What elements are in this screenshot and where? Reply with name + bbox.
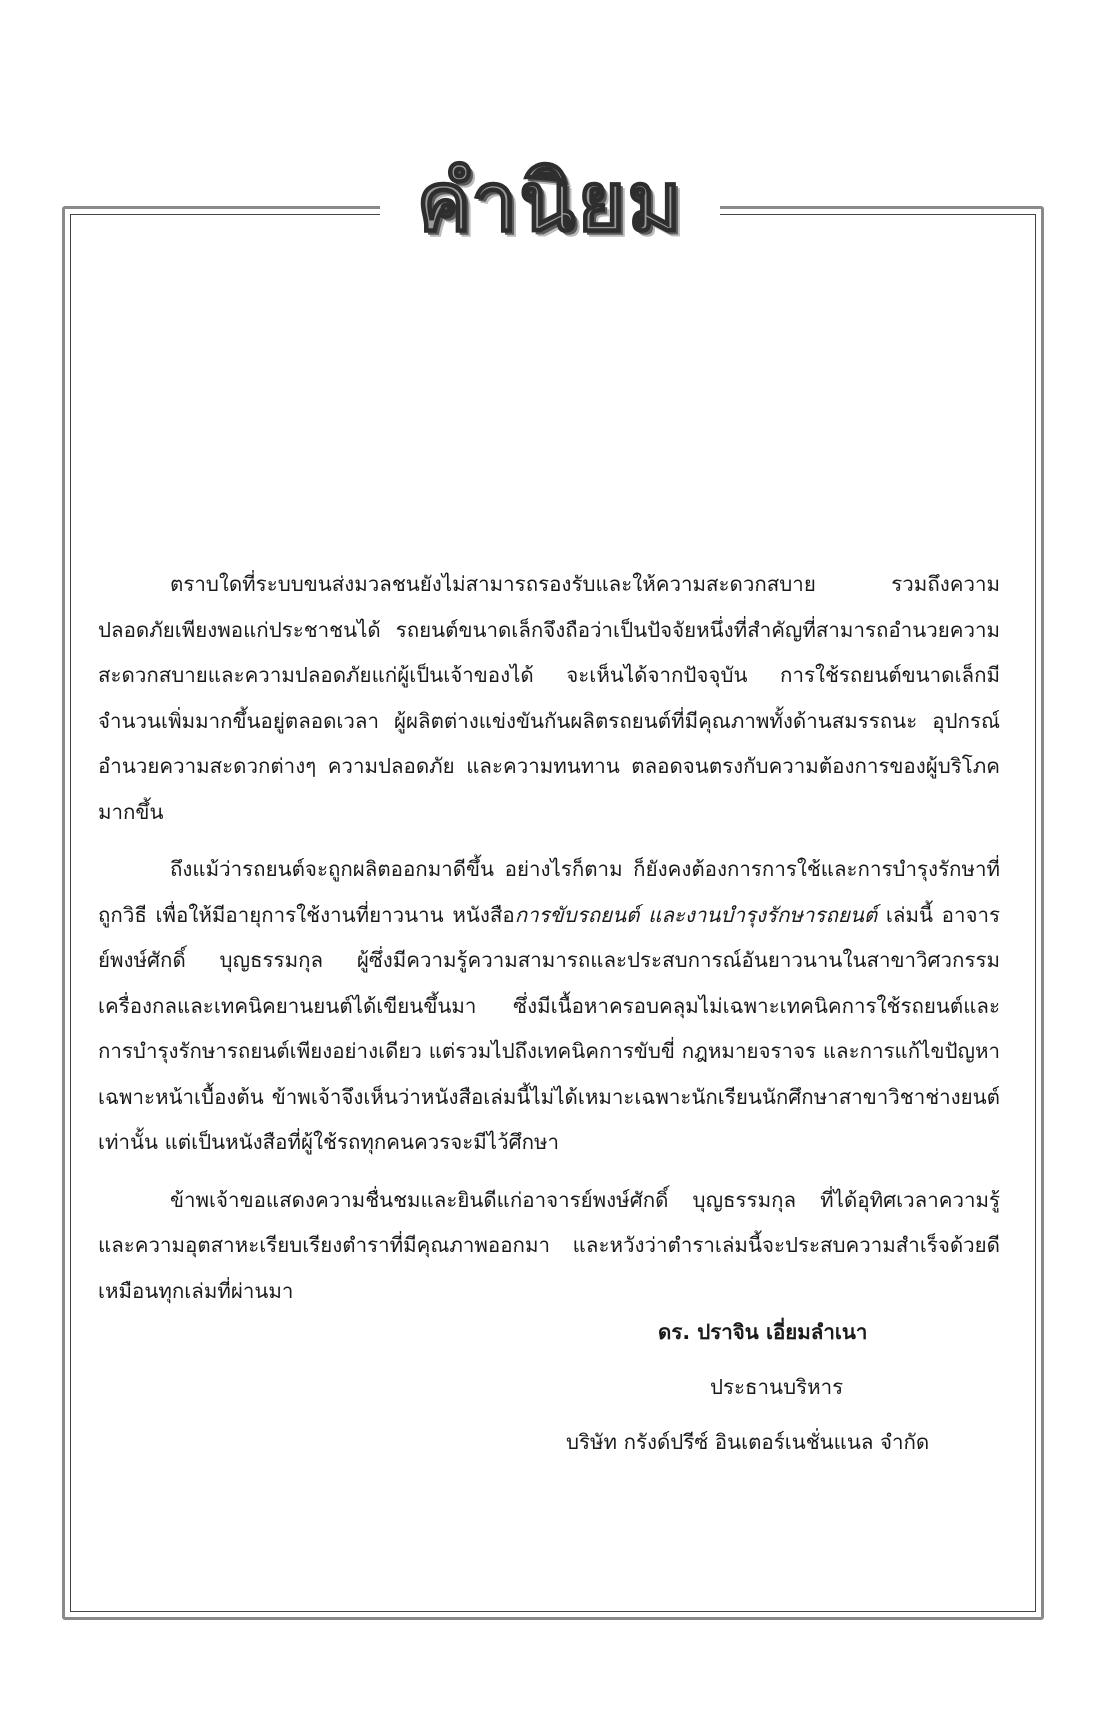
paragraph-1: ตราบใดที่ระบบขนส่งมวลชนยังไม่สามารถรองรับและให้ความสะดวกสบาย รวมถึงความปลอดภัยเพียงพอแก่ประชาชนได้ รถยนต์ขนาดเล็กจึงถือว่าเป็นปัจจัยหนึ่งที่สำคัญที่สามารถอำนวยความสะดวกสบายและความปลอดภัยแก่ผู้เป็นเจ้าของได้ จะเห็นได้จากปัจจุบัน การใช้รถยนต์ขนาดเล็กมีจำนวนเพิ่มมากขึ้นอยู่ตลอดเวลา ผู้ผลิตต่างแข่งขันกันผลิตรถยนต์ที่มีคุณภาพทั้งด้านสมรรถนะ อุปกรณ์อำนวยความสะดวกต่างๆ ความปลอดภัย และความทนทาน ตลอดจนตรงกับความต้องการของผู้บริโภคมากขึ้น — [98, 572, 1000, 824]
signer-company: บริษัท กรังด์ปรีซ์ อินเตอร์เนชั่นแนล จำกัด — [566, 1430, 930, 1454]
book-title: การขับรถยนต์ และงานบำรุงรักษารถยนต์ — [514, 902, 878, 927]
signer-position: ประธานบริหาร — [710, 1375, 844, 1399]
paragraph-2-text-before: ถึงแม้ว่ารถยนต์จะถูกผลิตออกมาดีขึ้น อย่างไรก็ตาม ก็ยังคงต้องการการใช้และการบำรุงรักษาที่ถูกวิธี เพื่อให้มีอายุการใช้งานที่ยาวนาน หนังสือ — [98, 857, 1000, 927]
preface-body — [98, 562, 1000, 1326]
paragraph-3: ข้าพเจ้าขอแสดงความชื่นชมและยินดีแก่อาจารย์พงษ์ศักดิ์ บุญธรรมกุล ที่ได้อุทิศเวลาความรู้ และความอุตสาหะเรียบเรียงตำราที่มีคุณภาพออกมา และหวังว่าตำราเล่มนี้จะประสบความสำเร็จด้วยดีเหมือนทุกเล่มที่ผ่านมา — [98, 1187, 1000, 1303]
paragraph-2-text-after: เล่มนี้ อาจารย์พงษ์ศักดิ์ บุญธรรมกุล ผู้ซึ่งมีความรู้ความสามารถและประสบการณ์อันยาวนานในสาขาวิศวกรรมเครื่องกลและเทคนิคยานยนต์ได้เขียนขึ้นมา ซึ่งมีเนื้อหาครอบคลุมไม่เฉพาะเทคนิคการใช้รถยนต์และการบำรุงรักษารถยนต์เพียงอย่างเดียว แต่รวมไปถึงเทคนิคการขับขี่ กฎหมายจราจร และการแก้ไขปัญหาเฉพาะหน้าเบื้องต้น ข้าพเจ้าจึงเห็นว่าหนังสือเล่มนี้ไม่ได้เหมาะเฉพาะนักเรียนนักศึกษาสาขาวิชาช่างยนต์เท่านั้น แต่เป็นหนังสือที่ผู้ใช้รถทุกคนควรจะมีไว้ศึกษา — [98, 902, 1000, 1154]
signer-name: ดร. ปราจิน เอี่ยมลำเนา — [658, 1320, 868, 1344]
signature-block — [520, 1305, 1000, 1470]
paragraph-2 — [98, 847, 1000, 1166]
page-title: คำนิยม — [416, 155, 684, 250]
